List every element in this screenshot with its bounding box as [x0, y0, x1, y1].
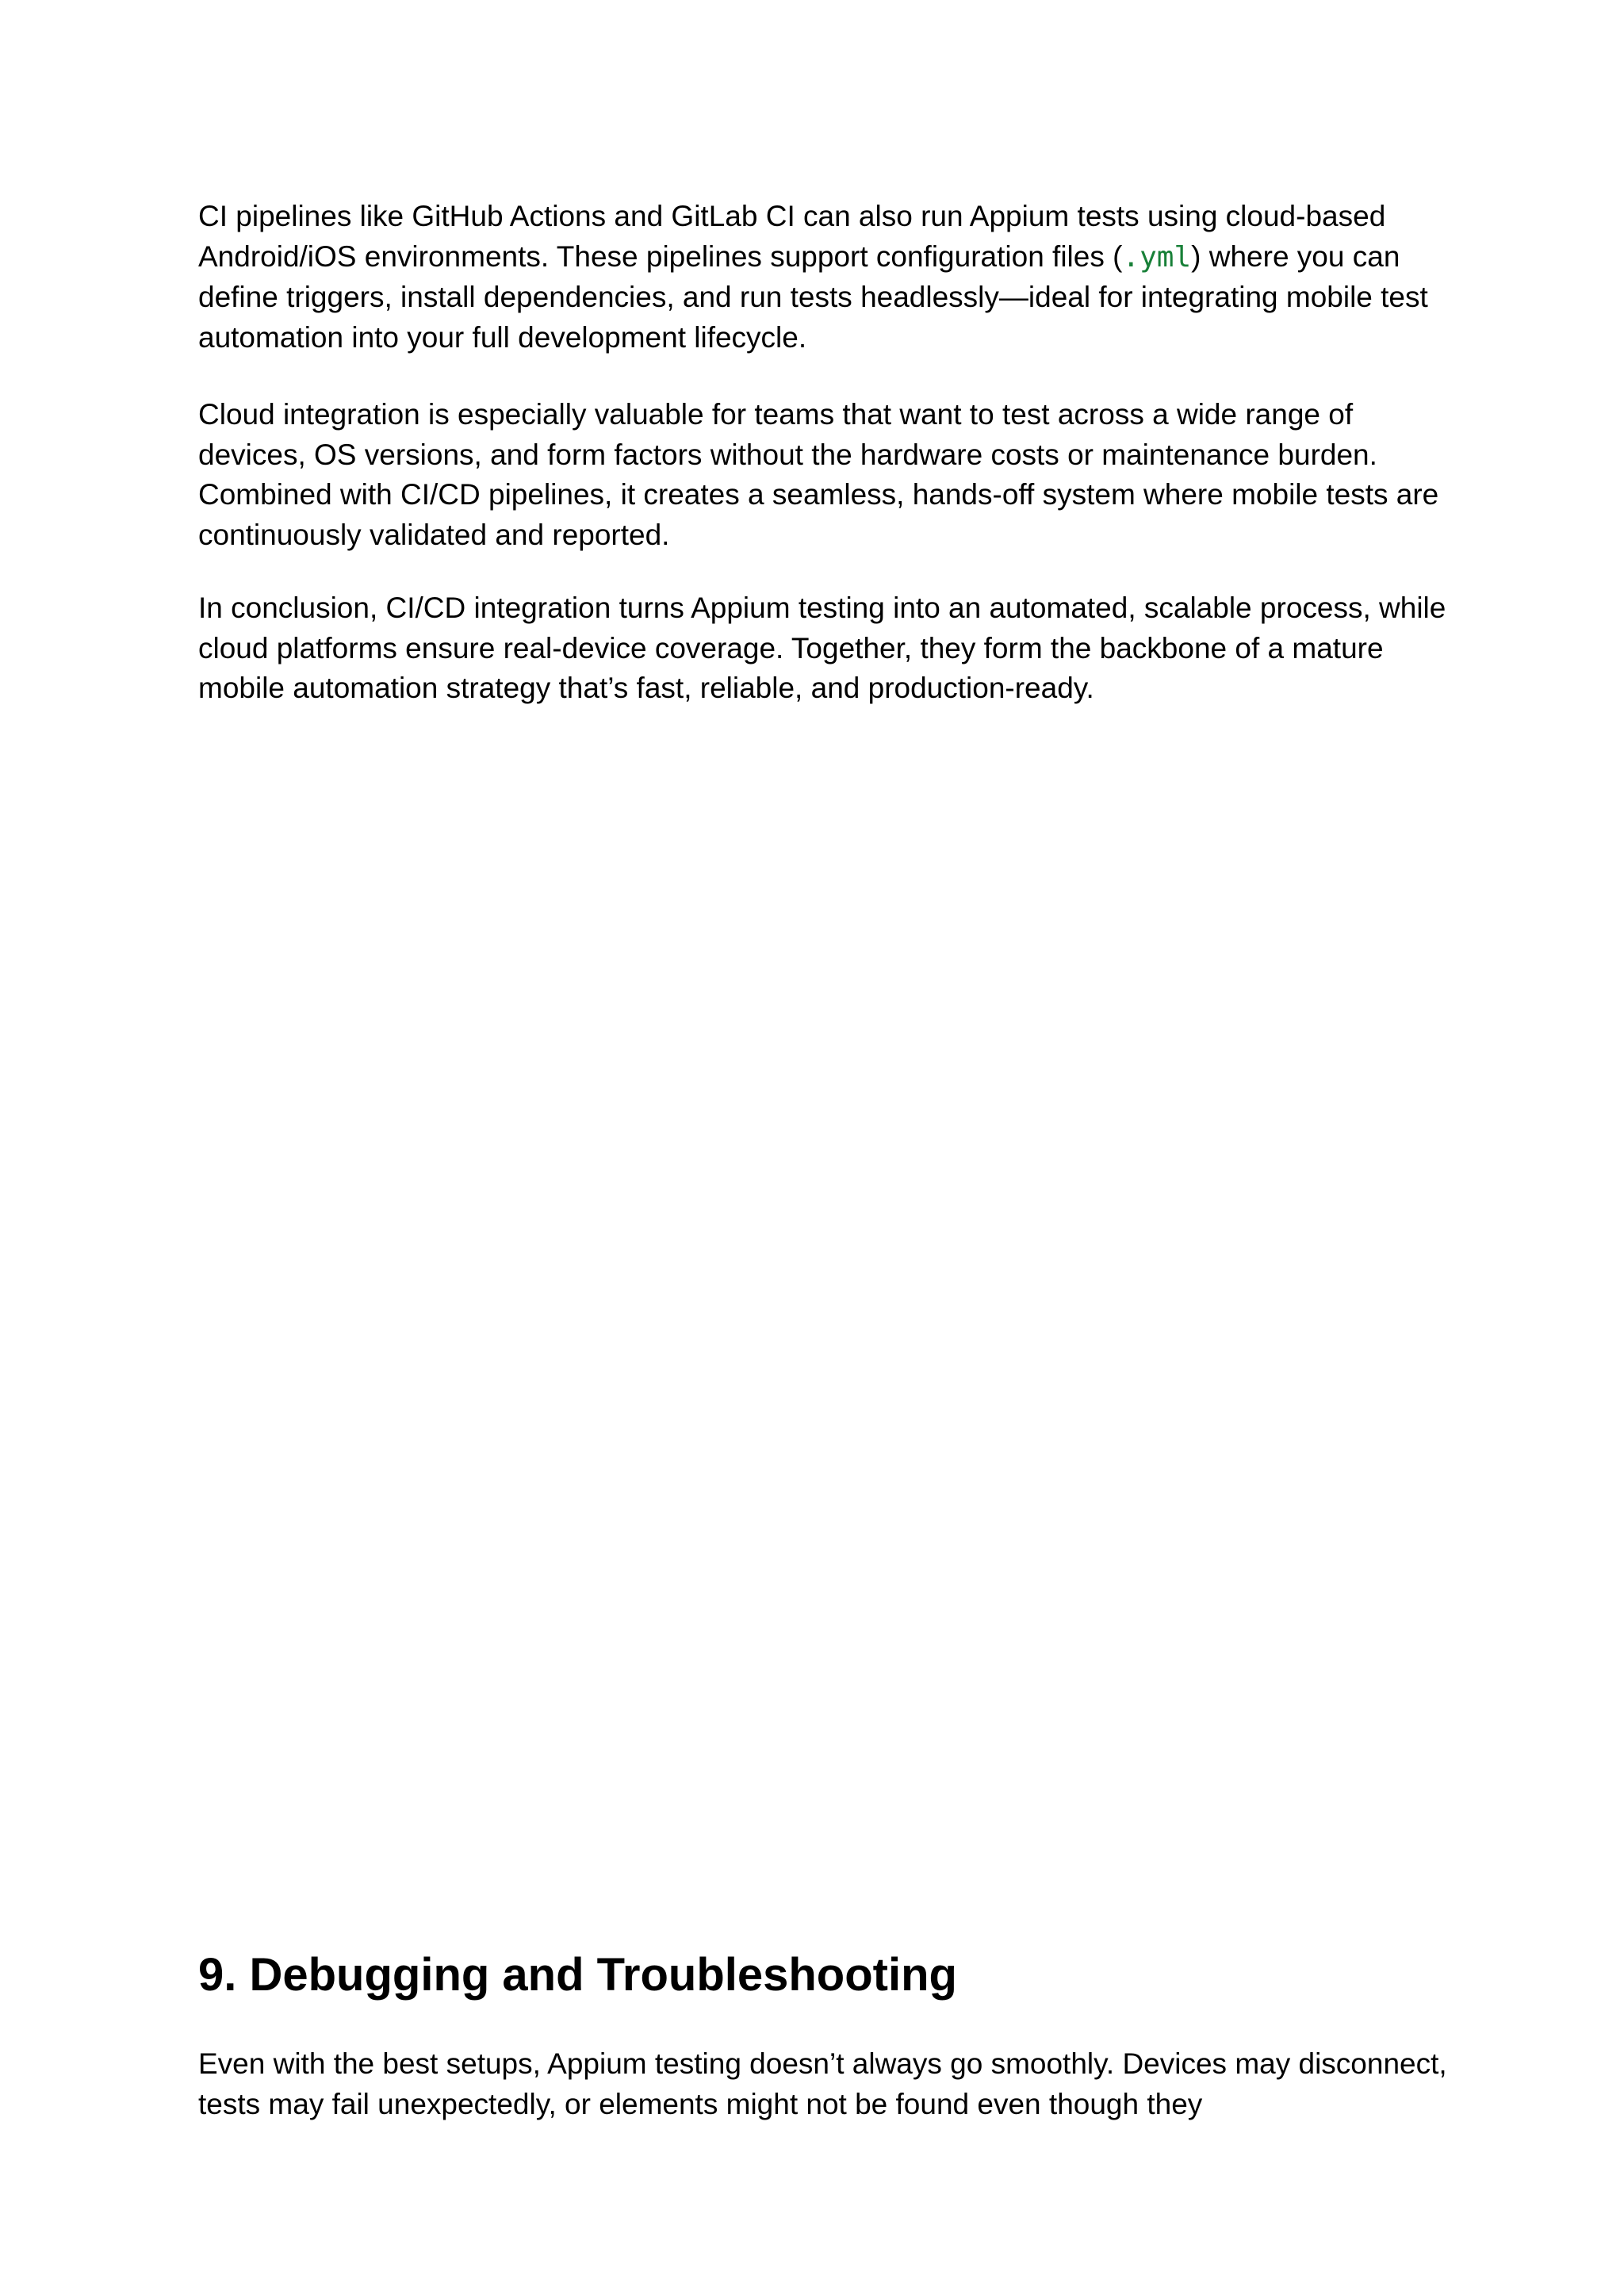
- paragraph-text: ) where you can define triggers, install dependencies, and run tests headlessly—ideal for integrating mobile test automation into your full development lifecycle.: [198, 239, 1428, 354]
- paragraph-ci-pipelines: [198, 197, 1451, 358]
- section-heading: 9. Debugging and Troubleshooting: [198, 1949, 957, 2001]
- paragraph-debugging-intro: Even with the best setups, Appium testing doesn’t always go smoothly. Devices may disconnect, tests may fail unexpectedly, or elements might not be found even though they: [198, 2047, 1447, 2120]
- paragraph-text: CI pipelines like GitHub Actions and GitLab CI can also run Appium tests using cloud-based Android/iOS environments. These pipelines support configuration files (: [198, 200, 1386, 273]
- paragraph-conclusion: In conclusion, CI/CD integration turns Appium testing into an automated, scalable process, while cloud platforms ensure real-device coverage. Together, they form the backbone of a mature mobile automation strategy that’s fast, reliable, and production-ready.: [198, 592, 1446, 704]
- paragraph-cloud-integration: Cloud integration is especially valuable for teams that want to test across a wide range of devices, OS versions, and form factors without the hardware costs or maintenance burden. Combined with CI/CD pipelines, it creates a seamless, hands-off system where mobile tests are continuously validated and reported.: [198, 398, 1439, 551]
- inline-code-yml: .yml: [1122, 240, 1192, 274]
